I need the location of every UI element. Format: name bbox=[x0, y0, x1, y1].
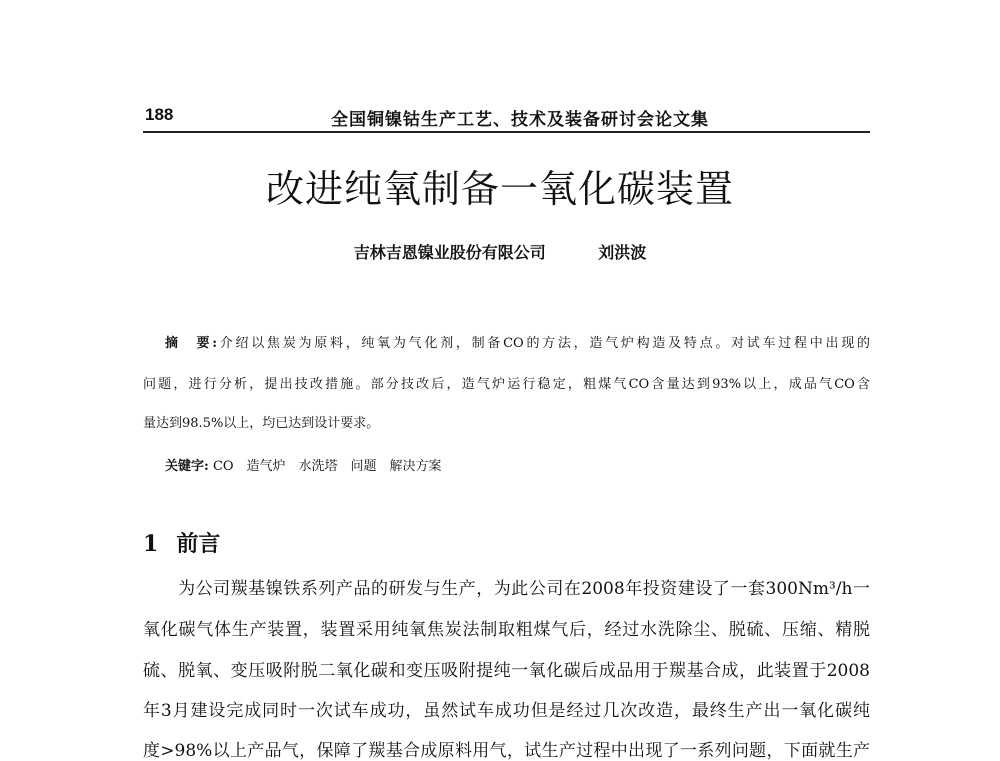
body-line: 为公司羰基镍铁系列产品的研发与生产，为此公司在2008年投资建设了一套300Nm³/h一 bbox=[143, 579, 870, 599]
body-line: 年3月建设完成同时一次试车成功，虽然试车成功但是经过几次改造，最终生产出一氧化碳纯 bbox=[143, 701, 870, 721]
running-header: 全国铜镍钴生产工艺、技术及装备研讨会论文集 bbox=[331, 110, 709, 130]
keywords-label: 关键字: bbox=[165, 459, 209, 474]
abstract-label: 摘 要: bbox=[165, 336, 218, 351]
authors bbox=[0, 240, 1000, 263]
abstract-line: 问题，进行分析，提出技改措施。部分技改后，造气炉运行稳定，粗煤气CO含量达到93%以上，成品气CO含 bbox=[143, 377, 870, 392]
body-line: 硫、脱氧、变压吸附脱二氧化碳和变压吸附提纯一氧化碳后成品用于羰基合成，此装置于2008 bbox=[143, 661, 870, 681]
section-heading bbox=[143, 527, 220, 558]
body-line: 度>98%以上产品气，保障了羰基合成原料用气，试生产过程中出现了一系列问题，下面就生产 bbox=[143, 741, 870, 761]
abstract-line: 量达到98.5%以上，均已达到设计要求。 bbox=[143, 416, 380, 431]
author-name: 刘洪波 bbox=[598, 245, 647, 262]
section-number: 1 bbox=[143, 531, 159, 557]
body-line: 氧化碳气体生产装置，装置采用纯氧焦炭法制取粗煤气后，经过水洗除尘、脱硫、压缩、精脱 bbox=[143, 620, 870, 640]
keywords bbox=[165, 455, 442, 474]
keywords-list: CO 造气炉 水洗塔 问题 解决方案 bbox=[212, 459, 442, 474]
affiliation: 吉林吉恩镍业股份有限公司 bbox=[353, 245, 546, 262]
paper-title: 改进纯氧制备一氧化碳装置 bbox=[265, 167, 734, 211]
section-title: 前言 bbox=[176, 531, 221, 557]
header-rule bbox=[143, 131, 870, 133]
abstract-line: 摘 要:介绍以焦炭为原料，纯氧为气化剂，制备CO的方法，造气炉构造及特点。对试车过程中出现的 bbox=[165, 336, 870, 351]
page-number: 188 bbox=[145, 105, 174, 124]
